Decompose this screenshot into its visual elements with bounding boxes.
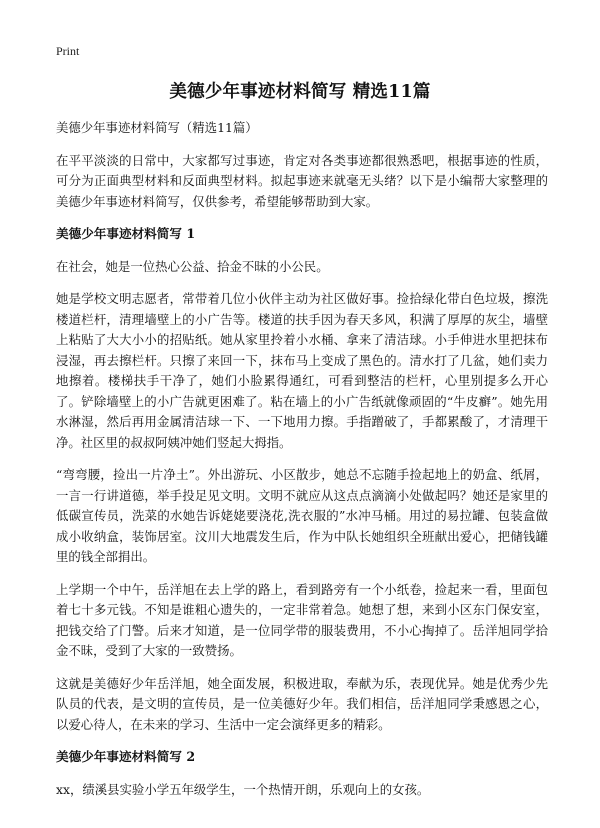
section-2 <box>56 747 548 800</box>
section-1 <box>56 224 548 735</box>
section-paragraph: xx，绩溪县实验小学五年级学生，一个热情开朗，乐观向上的女孩。 <box>56 781 430 797</box>
page-title: 美德少年事迹材料简写 精选11篇 <box>169 82 431 102</box>
intro-paragraph: 在平平淡淡的日常中，大家都写过事迹，肯定对各类事迹都很熟悉吧，根据事迹的性质，可分为正面典型材料和反面典型材料。拟起事迹来就毫无头绪？以下是小编帮大家整理的美德少年事迹材料简写，仅供参考，希望能够帮助到大家。 <box>56 152 548 209</box>
article-subtitle: 美德少年事迹材料简写（精选11篇） <box>56 120 258 135</box>
article-body <box>56 118 548 812</box>
section-paragraph: 在社会，她是一位热心公益、拾金不昧的小公民。 <box>56 258 329 274</box>
print-link[interactable]: Print <box>56 44 80 58</box>
section-heading: 美德少年事迹材料简写 1 <box>56 226 196 241</box>
section-paragraph: 这就是美德好少年岳洋旭，她全面发展，积极进取，奉献为乐，表现优异。她是优秀少先队员的代表，是文明的宣传员，是一位美德好少年。我们相信，岳洋旭同学秉感恩之心，以爱心待人，在未来的学习、生活中一定会演绎更多的精彩。 <box>56 675 548 732</box>
section-paragraph: 上学期一个中午，岳洋旭在去上学的路上，看到路旁有一个小纸卷，捡起来一看，里面包着七十多元钱。不知是谁粗心遗失的，一定非常着急。她想了想，来到小区东门保安室，把钱交给了门警。后来才知道，是一位同学带的服装费用，不小心掏掉了。岳洋旭同学拾金不昧，受到了大家的一致赞扬。 <box>56 581 548 658</box>
section-paragraph: “弯弯腰，捡出一片净土”。外出游玩、小区散步，她总不忘随手捡起地上的奶盒、纸屑，一言一行讲道德，举手投足见文明。文明不就应从这点点滴滴小处做起吗？她还是家里的低碳宣传员，洗菜的水她告诉姥姥要浇花,洗衣服的”水冲马桶。用过的易拉罐、包装盒做成小收纳盒，装饰居室。汶川大地震发生后，作为中队长她组织全班献出爱心，把储钱罐里的钱全部捐出。 <box>56 467 548 564</box>
section-paragraph: 她是学校文明志愿者，常带着几位小伙伴主动为社区做好事。捡拾绿化带白色垃圾，擦洗楼道栏杆，清理墙壁上的小广告等。楼道的扶手因为春天多风，积满了厚厚的灰尘，墙壁上粘贴了大大小小的招贴纸。她从家里拎着小水桶、拿来了清洁球。小手伸进水里把抹布浸湿，再去擦栏杆。只擦了来回一下，抹布马上变成了黑色的。清水打了几盆，她们卖力地擦着。楼梯扶手干净了，她们小脸累得通红，可看到整洁的栏杆，心里别提多么开心了。铲除墙壁上的小广告就更困难了。粘在墙上的小广告纸就像顽固的“牛皮癣”。她先用水淋湿，然后再用金属清洁球一下、一下地用力擦。手指蹭破了，手都累酸了，才清理干净。社区里的叔叔阿姨冲她们竖起大拇指。 <box>56 291 548 450</box>
section-heading: 美德少年事迹材料简写 2 <box>56 749 196 764</box>
